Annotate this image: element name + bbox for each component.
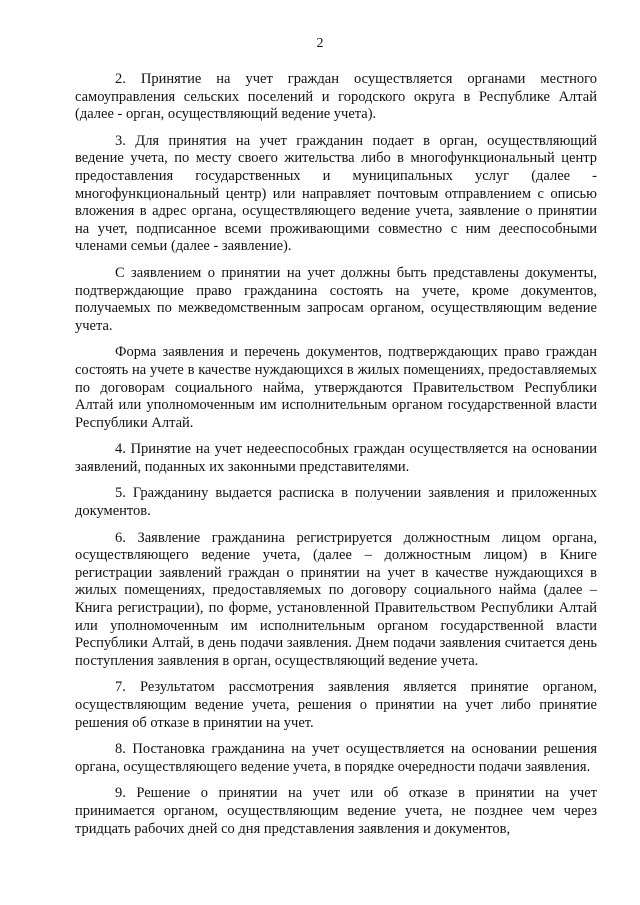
paragraph-item-7: 7. Результатом рассмотрения заявления является принятие органом, осуществляющим ведение учета, решения о принятии на учет либо принятие решения об отказе в принятии на учет.: [75, 679, 597, 731]
paragraph-item-8: 8. Постановка гражданина на учет осуществляется на основании решения органа, осуществляющего ведение учета, в порядке очередности подачи заявления.: [75, 741, 597, 775]
paragraph-application-form: Форма заявления и перечень документов, подтверждающих право граждан состоять на учете в качестве нуждающихся в жилых помещениях, предоставляемых по договорам социального найма, утверждаются Правительством Республики Алтай или уполномоченным им исполнительным органом государственной власти Республики Алтай.: [75, 344, 597, 431]
paragraph-item-3: 3. Для принятия на учет гражданин подает в орган, осуществляющий ведение учета, по месту своего жительства либо в многофункциональный центр предоставления государственных и муниципальных услуг (далее - многофункциональный центр) или направляет почтовым отправлением с описью вложения в адрес органа, осуществляющего ведение учета, заявление о принятии на учет, подписанное всеми проживающими совместно с ним дееспособными членами семьи (далее - заявление).: [75, 132, 597, 255]
document-body: [75, 71, 597, 847]
paragraph-item-2: 2. Принятие на учет граждан осуществляется органами местного самоуправления сельских поселений и городского округа в Республике Алтай (далее - орган, осуществляющий ведение учета).: [75, 71, 597, 123]
page-number: 2: [316, 36, 324, 51]
paragraph-documents-required: С заявлением о принятии на учет должны быть представлены документы, подтверждающие право гражданина состоять на учете, кроме документов, получаемых по межведомственным запросам органом, осуществляющим ведение учета.: [75, 264, 597, 334]
paragraph-item-5: 5. Гражданину выдается расписка в получении заявления и приложенных документов.: [75, 485, 597, 520]
paragraph-item-6: 6. Заявление гражданина регистрируется должностным лицом органа, осуществляющего ведение учета, (далее – должностным лицом) в Книге регистрации заявлений граждан о принятии на учет в качестве нуждающихся в жилых помещениях, предоставляемых по договору социального найма (далее – Книга регистрации), по форме, установленной Правительством Республики Алтай или уполномоченным им исполнительным органом государственной власти Республики Алтай, в день подачи заявления. Днем подачи заявления считается день поступления заявления в орган, осуществляющий ведение учета.: [75, 529, 597, 669]
paragraph-item-9: 9. Решение о принятии на учет или об отказе в принятии на учет принимается органом, осуществляющим ведение учета, не позднее чем через тридцать рабочих дней со дня представления заявления и документов,: [75, 785, 597, 837]
paragraph-item-4: 4. Принятие на учет недееспособных граждан осуществляется на основании заявлений, поданных их законными представителями.: [75, 441, 597, 475]
